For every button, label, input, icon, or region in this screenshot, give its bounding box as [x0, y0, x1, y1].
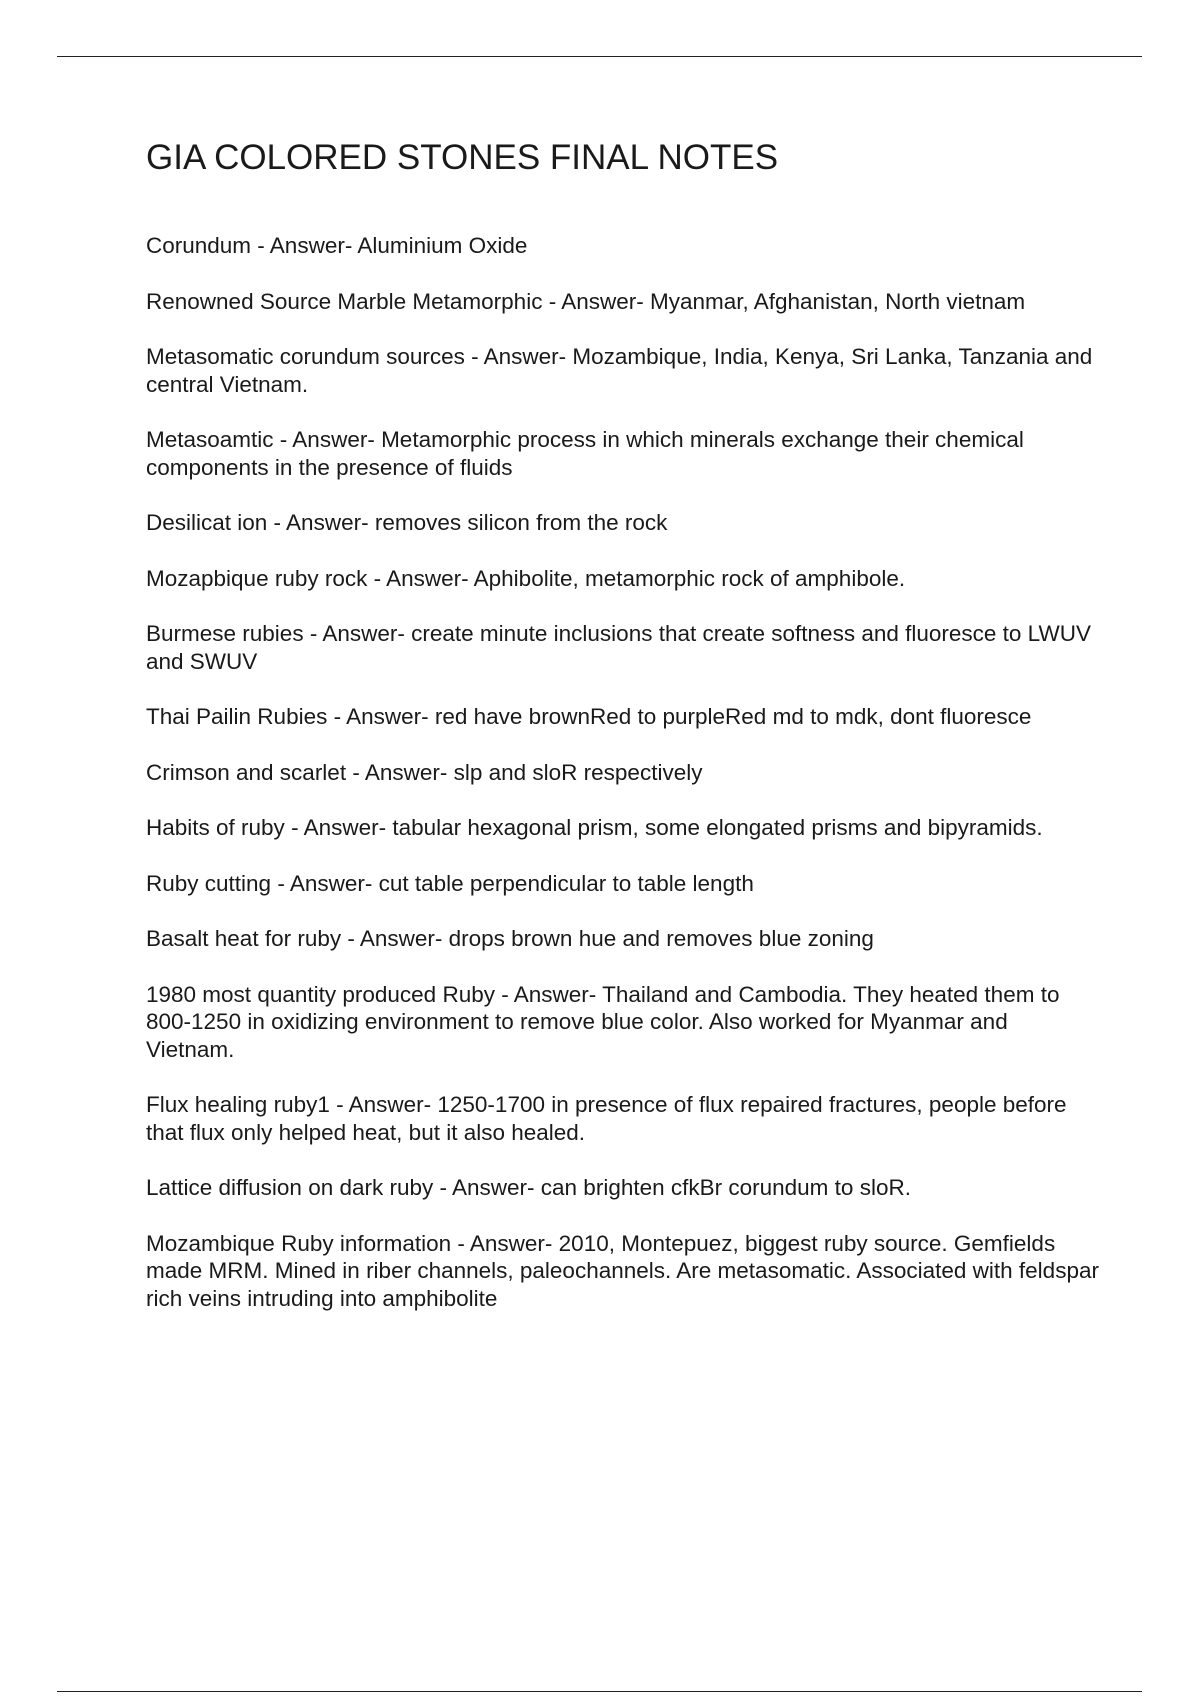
note-entry: Ruby cutting - Answer- cut table perpendicular to table length — [146, 870, 754, 896]
note-entry: Mozapbique ruby rock - Answer- Aphibolite, metamorphic rock of amphibole. — [146, 565, 906, 591]
note-entry: Metasoamtic - Answer- Metamorphic process in which minerals exchange their chemical components in the presence of fluids — [146, 427, 1024, 480]
note-entry: Lattice diffusion on dark ruby - Answer- can brighten cfkBr corundum to sloR. — [146, 1175, 911, 1201]
note-entry: Thai Pailin Rubies - Answer- red have brownRed to purpleRed md to mdk, dont fluoresce — [146, 704, 1032, 730]
note-entry: Crimson and scarlet - Answer- slp and sloR respectively — [146, 759, 703, 785]
note-entry: 1980 most quantity produced Ruby - Answer- Thailand and Cambodia. They heated them to 800-1250 in oxidizing environment to remove blue color. Also worked for Myanmar and Vietnam. — [146, 981, 1060, 1062]
note-entry: Flux healing ruby1 - Answer- 1250-1700 in presence of flux repaired fractures, people before that flux only helped heat, but it also healed. — [146, 1092, 1067, 1145]
note-entry: Mozambique Ruby information - Answer- 2010, Montepuez, biggest ruby source. Gemfields made MRM. Mined in riber channels, paleochannels. Are metasomatic. Associated with feldspar rich veins intruding into amphibolite — [146, 1230, 1099, 1311]
note-entry: Habits of ruby - Answer- tabular hexagonal prism, some elongated prisms and bipyramids. — [146, 815, 1043, 841]
note-entry: Renowned Source Marble Metamorphic - Answer- Myanmar, Afghanistan, North vietnam — [146, 288, 1026, 314]
note-entry: Burmese rubies - Answer- create minute inclusions that create softness and fluoresce to LWUV and SWUV — [146, 621, 1092, 674]
header-rule — [57, 56, 1142, 57]
note-entry: Basalt heat for ruby - Answer- drops brown hue and removes blue zoning — [146, 926, 874, 952]
document-body — [146, 138, 1101, 1340]
note-entry: Corundum - Answer- Aluminium Oxide — [146, 233, 528, 259]
footer-rule — [57, 1691, 1142, 1692]
note-entry: Metasomatic corundum sources - Answer- Mozambique, India, Kenya, Sri Lanka, Tanzania and central Vietnam. — [146, 344, 1093, 397]
note-entry: Desilicat ion - Answer- removes silicon from the rock — [146, 510, 668, 536]
document-title: GIA COLORED STONES FINAL NOTES — [146, 138, 779, 177]
